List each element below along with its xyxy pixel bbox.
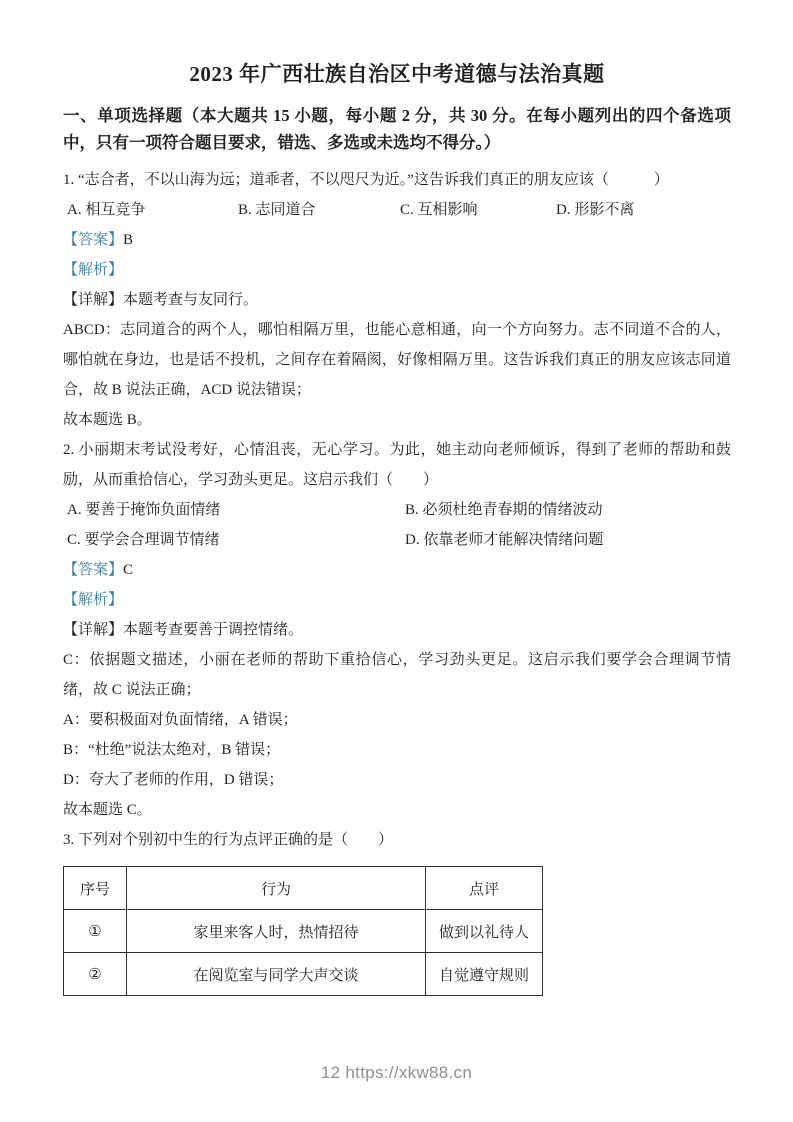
option-a: A. 相互竞争 (67, 202, 146, 218)
table-cell-behavior: 家里来客人时，热情招待 (127, 910, 426, 953)
answer-value: C (123, 562, 134, 578)
table-cell-comment: 做到以礼待人 (426, 910, 543, 953)
table-header-comment: 点评 (426, 867, 543, 910)
question-2-analysis-line (63, 585, 731, 615)
page-title: 2023 年广西壮族自治区中考道德与法治真题 (189, 62, 605, 86)
table-row (64, 910, 543, 953)
question-1-analysis-line (63, 255, 731, 285)
question-2-explanation-b: B：“杜绝”说法太绝对，B 错误； (63, 742, 281, 758)
question-1-stem: 1. “志合者，不以山海为远；道乖者，不以咫尺为近。”这告诉我们真正的朋友应该（ ） (63, 172, 669, 188)
table-header-serial: 序号 (64, 867, 127, 910)
table-cell-comment: 自觉遵守规则 (426, 953, 543, 996)
question-1-answer-line (63, 225, 731, 255)
question-1-conclusion: 故本题选 B。 (63, 412, 152, 428)
page-footer (0, 1063, 793, 1083)
question-1-options (63, 195, 731, 225)
analysis-label: 【解析】 (63, 262, 124, 278)
question-2-explanation-c: C：依据题文描述，小丽在老师的帮助下重拾信心，学习劲头更足。这启示我们要学会合理调节情绪，故 C 说法正确； (63, 652, 731, 698)
site-url: https://xkw88.cn (345, 1063, 473, 1082)
detail-label: 【详解】 (63, 622, 124, 638)
table-cell-behavior: 在阅览室与同学大声交谈 (127, 953, 426, 996)
option-b: B. 必须杜绝青春期的情绪波动 (405, 502, 603, 518)
question-1-explanation: ABCD：志同道合的两个人，哪怕相隔万里，也能心意相通，向一个方向努力。志不同道不合的人，哪怕就在身边，也是话不投机，之间存在着隔阂，好像相隔万里。这告诉我们真正的朋友应该志同道合，故 B 说法正确，ACD 说法错误； (63, 322, 731, 398)
option-d: D. 依靠老师才能解决情绪问题 (405, 532, 604, 548)
table-row (64, 953, 543, 996)
option-a: A. 要善于掩饰负面情绪 (67, 502, 221, 518)
question-2-stem: 2. 小丽期末考试没考好，心情沮丧，无心学习。为此，她主动向老师倾诉，得到了老师的帮助和鼓励，从而重拾信心，学习劲头更足。这启示我们（ ） (63, 442, 731, 488)
question-2-answer-line (63, 555, 731, 585)
document-content (63, 0, 731, 996)
question-2-conclusion: 故本题选 C。 (63, 802, 152, 818)
question-1-detail-line (63, 285, 731, 315)
answer-label: 【答案】 (63, 232, 124, 248)
document-body (63, 165, 731, 996)
analysis-label: 【解析】 (63, 592, 124, 608)
option-d: D. 形影不离 (556, 202, 635, 218)
answer-value: B (123, 232, 134, 248)
question-2-detail-line (63, 615, 731, 645)
question-2-options (63, 495, 731, 555)
section-heading: 一、单项选择题（本大题共 15 小题，每小题 2 分，共 30 分。在每小题列出的四个备选项中，只有一项符合题目要求，错选、多选或未选均不得分。） (63, 106, 731, 152)
table-cell-serial: ② (64, 953, 127, 996)
question-2-explanation-d: D：夸大了老师的作用，D 错误； (63, 772, 284, 788)
option-c: C. 要学会合理调节情绪 (67, 532, 220, 548)
table-header-behavior: 行为 (127, 867, 426, 910)
table-cell-serial: ① (64, 910, 127, 953)
question-3-stem: 3. 下列对个别初中生的行为点评正确的是（ ） (63, 832, 394, 848)
question-2-explanation-a: A：要积极面对负面情绪，A 错误； (63, 712, 298, 728)
answer-label: 【答案】 (63, 562, 124, 578)
table-header-row (64, 867, 543, 910)
detail-text: 本题考查与友同行。 (123, 292, 259, 308)
page-number: 12 (320, 1063, 341, 1082)
detail-text: 本题考查要善于调控情绪。 (123, 622, 304, 638)
detail-label: 【详解】 (63, 292, 124, 308)
option-c: C. 互相影响 (400, 202, 478, 218)
option-b: B. 志同道合 (238, 202, 316, 218)
question-3-table (63, 866, 543, 996)
